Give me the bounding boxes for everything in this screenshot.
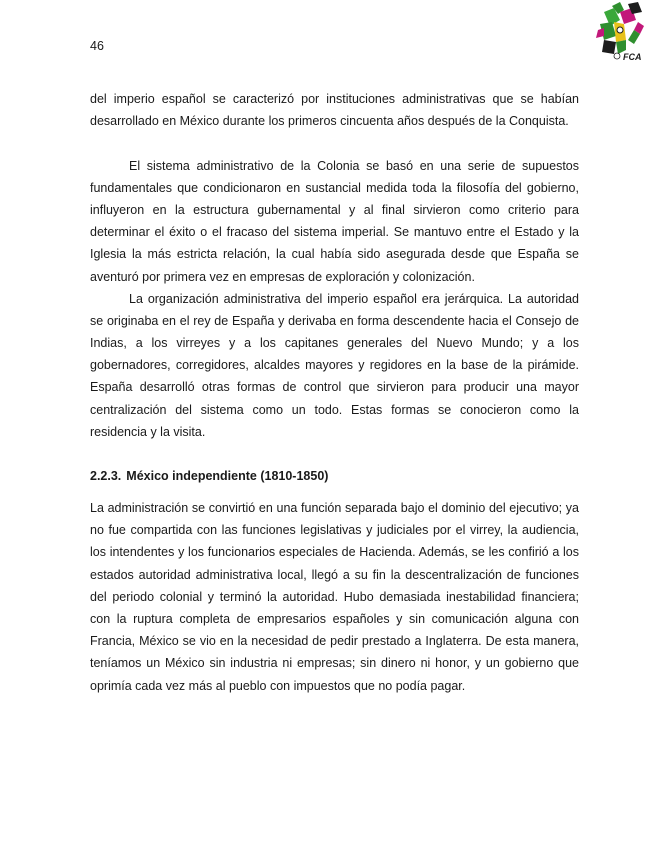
svg-text:FCA: FCA	[623, 52, 642, 62]
fca-faculty-logo-icon	[590, 0, 650, 66]
paragraph: La administración se convirtió en una función separada bajo el dominio del ejecutivo; ya no fue compartida con las funciones legislativas y judiciales por el virrey, la audiencia, los intendentes y los funcionarios especiales de Hacienda. Además, se les confirió a los estados autoridad administrativa local, llegó a su fin la descentralización de funciones del periodo colonial y terminó la autoridad. Hubo demasiada inestabilidad financiera; con la ruptura completa de empresarios españoles y sin comunicación alguna con Francia, México se vio en la necesidad de pedir prestado a Inglaterra. De esta manera, teníamos un México sin industria ni empresas; sin dinero ni honor, y un gobierno que oprimía cada vez más al pueblo con impuestos que no podía pagar.	[90, 501, 579, 693]
section-heading	[90, 467, 328, 485]
section-title: México independiente (1810-1850)	[126, 469, 329, 483]
section-number: 2.2.3.	[90, 469, 122, 483]
paragraph: La organización administrativa del imperio español era jerárquica. La autoridad se originaba en el rey de España y derivaba en forma descendente hacia el Consejo de Indias, a los virreyes y a los capitanes generales del Nuevo Mundo; y a los gobernadores, corregidores, alcaldes mayores y regidores en la base de la pirámide. España desarrolló otras formas de control que sirvieron para producir una mayor centralización del sistema como un todo. Estas formas se conocieron como la residencia y la visita.	[90, 291, 579, 439]
paragraph: El sistema administrativo de la Colonia se basó en una serie de supuestos fundamentales que condicionaron en sustancial medida toda la filosofía del gobierno, influyeron en la estructura gubernamental y al final sirvieron como criterio para determinar el éxito o el fracaso del sistema imperial. Se mantuvo entre el Estado y la Iglesia la más estricta relación, la cual había sido asegurada desde que España se aventuró por primera vez en empresas de exploración y colonización.	[90, 158, 579, 284]
page-number: 46	[90, 39, 104, 53]
paragraph: del imperio español se caracterizó por instituciones administrativas que se habían desarrollado en México durante los primeros cincuenta años después de la Conquista.	[90, 92, 579, 129]
